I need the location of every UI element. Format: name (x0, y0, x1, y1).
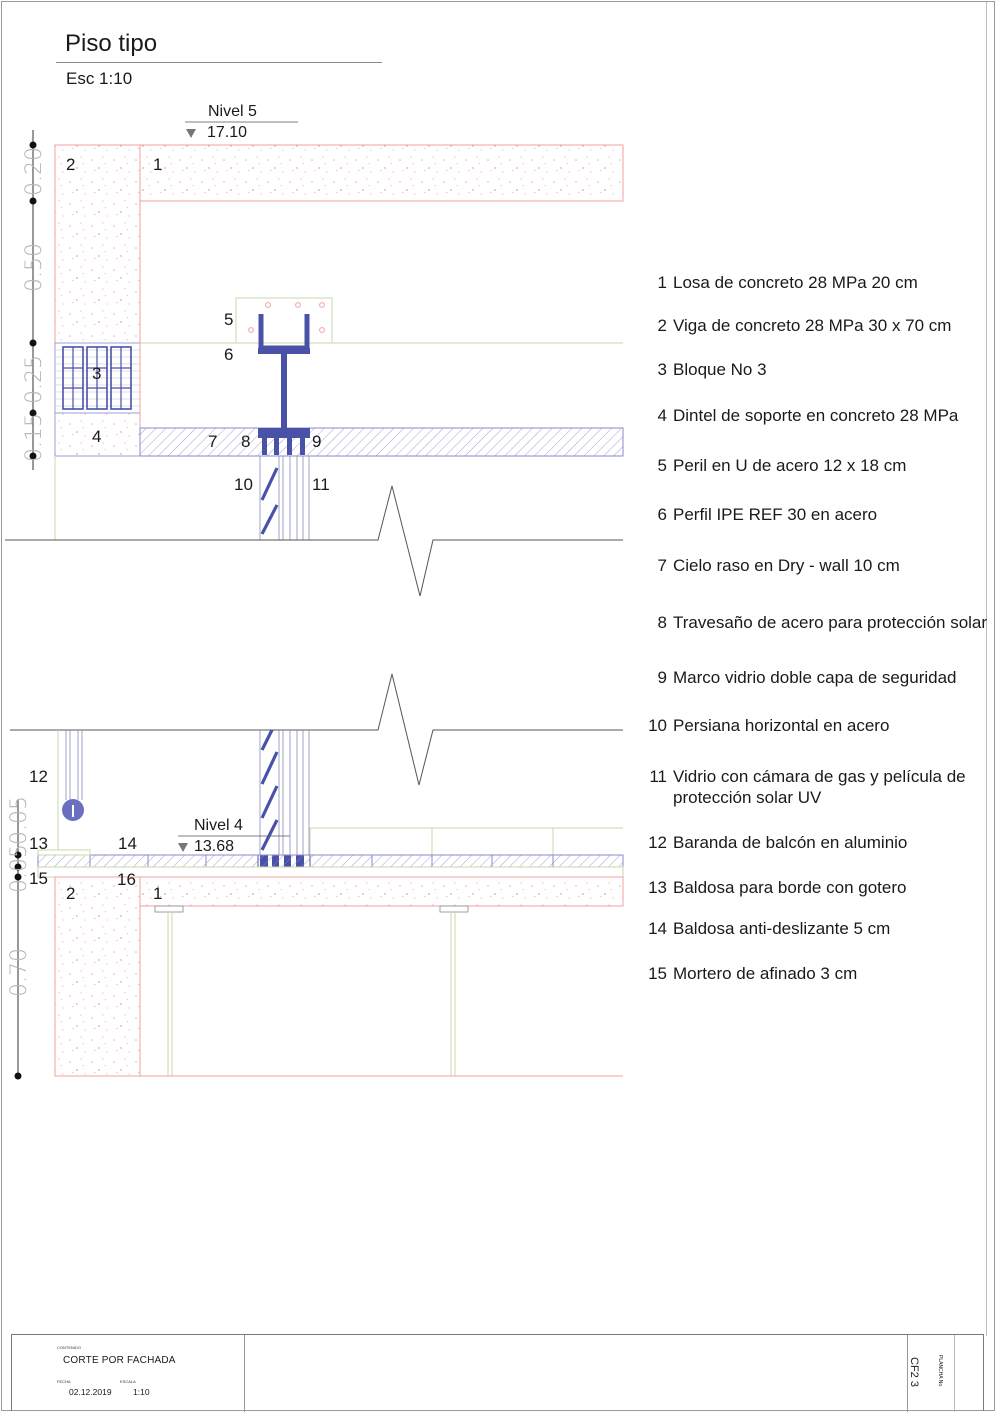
glazing-upper (260, 456, 309, 540)
title-block (11, 1334, 984, 1411)
slab-level-4 (140, 877, 623, 1076)
legend-number: 11 (649, 767, 667, 786)
title-block-divider (954, 1335, 955, 1412)
legend-item (645, 832, 907, 853)
legend-text: Cielo raso en Dry - wall 10 cm (673, 556, 900, 575)
legend-item (645, 315, 951, 336)
callout-number: 2 (66, 155, 76, 174)
dim-label: 0.05 (7, 796, 32, 845)
legend-item (645, 272, 918, 293)
callout-number: 2 (66, 884, 76, 903)
legend-text: Travesaño de acero para protección solar (673, 613, 988, 632)
balcony-wall-panels (310, 828, 623, 855)
legend-number: 14 (648, 919, 667, 938)
sheet-number: CF2 3 (908, 1357, 920, 1387)
date-value: 02.12.2019 (69, 1387, 112, 1397)
legend-number: 2 (657, 316, 667, 335)
callout-number: 7 (208, 432, 218, 451)
callout-number: 6 (224, 345, 234, 364)
legend-item (645, 715, 889, 736)
legend-text: Vidrio con cámara de gas y película de protección solar UV (673, 767, 966, 807)
callout-number: 9 (312, 432, 322, 451)
break-line-top (5, 486, 623, 596)
ipe-profile (258, 348, 310, 428)
legend-item (645, 918, 890, 939)
legend-text: Baranda de balcón en aluminio (673, 833, 908, 852)
legend-number: 8 (657, 613, 667, 632)
callout-number: 12 (29, 767, 48, 786)
level-elevation-4: 13.68 (194, 838, 235, 855)
break-line-bottom (10, 674, 623, 785)
legend-item (645, 555, 900, 576)
callout-number: 16 (117, 870, 136, 889)
legend-text: Persiana horizontal en acero (673, 716, 890, 735)
callout-number: 13 (29, 834, 48, 853)
drawing-scale: Esc 1:10 (66, 69, 133, 88)
callout-number: 10 (234, 475, 253, 494)
legend-text: Bloque No 3 (673, 360, 767, 379)
content-value: CORTE POR FACHADA (63, 1355, 176, 1366)
legend-text: Peril en U de acero 12 x 18 cm (673, 456, 907, 475)
legend-text: Mortero de afinado 3 cm (673, 964, 858, 983)
callout-number: 14 (118, 834, 137, 853)
legend-number: 10 (648, 716, 667, 735)
callout-number: 11 (312, 475, 330, 494)
sheet-label: PLANCHA No. (937, 1355, 943, 1388)
level-elevation-5: 17.10 (207, 124, 248, 141)
dim-label: 0.05 (7, 844, 32, 893)
legend-number: 5 (657, 456, 667, 475)
beam-upper (55, 145, 140, 343)
drawing-title: Piso tipo (65, 30, 158, 57)
legend-text: Dintel de soporte en concreto 28 MPa (673, 406, 959, 425)
legend-text: Marco vidrio doble capa de seguridad (673, 668, 957, 687)
callout-number: 4 (92, 427, 102, 446)
legend-number: 3 (657, 360, 667, 379)
legend-text: Baldosa anti-deslizante 5 cm (673, 919, 891, 938)
legend-text: Perfil IPE REF 30 en acero (673, 505, 878, 524)
legend-item (645, 667, 957, 688)
legend-number: 13 (648, 878, 667, 897)
callout-number: 1 (153, 155, 163, 174)
level-name-4: Nivel 4 (194, 817, 243, 834)
legend-number: 1 (657, 273, 667, 292)
dim-label: 0.70 (7, 948, 32, 997)
legend-item (645, 504, 877, 525)
u-profile-steel (236, 298, 332, 348)
callout-number: 8 (241, 432, 251, 451)
date-label: FECHA (57, 1379, 71, 1384)
dim-label: 0.50 (22, 243, 47, 292)
callout-number: 3 (92, 364, 102, 383)
legend-number: 4 (657, 406, 667, 425)
dim-label: 0.15 (22, 413, 47, 462)
legend-number: 12 (648, 833, 667, 852)
legend-item (645, 766, 978, 808)
legend-text: Viga de concreto 28 MPa 30 x 70 cm (673, 316, 952, 335)
callout-number: 1 (153, 884, 163, 903)
content-label: CONTENIDO (57, 1345, 81, 1350)
legend-number: 7 (657, 556, 667, 575)
level-name-5: Nivel 5 (208, 103, 257, 120)
legend-item (645, 612, 987, 633)
title-block-divider (244, 1335, 245, 1412)
legend-item (645, 359, 767, 380)
legend-text: Losa de concreto 28 MPa 20 cm (673, 273, 918, 292)
scale-value: 1:10 (133, 1387, 150, 1397)
legend-item (645, 963, 857, 984)
scale-label: ESCALA (120, 1379, 136, 1384)
beam-lower (55, 877, 140, 1076)
dim-label: 0.25 (22, 355, 47, 404)
legend-number: 6 (657, 505, 667, 524)
dim-label: 0.20 (22, 147, 47, 196)
legend-item (645, 877, 906, 898)
callout-number: 15 (29, 869, 48, 888)
legend-text: Baldosa para borde con gotero (673, 878, 907, 897)
legend-item (645, 405, 958, 426)
legend-item (645, 455, 906, 476)
legend-number: 9 (657, 668, 667, 687)
slab-level-5 (140, 145, 623, 201)
callout-number: 5 (224, 310, 234, 329)
balcony-railing (58, 730, 84, 855)
legend-number: 15 (648, 964, 667, 983)
